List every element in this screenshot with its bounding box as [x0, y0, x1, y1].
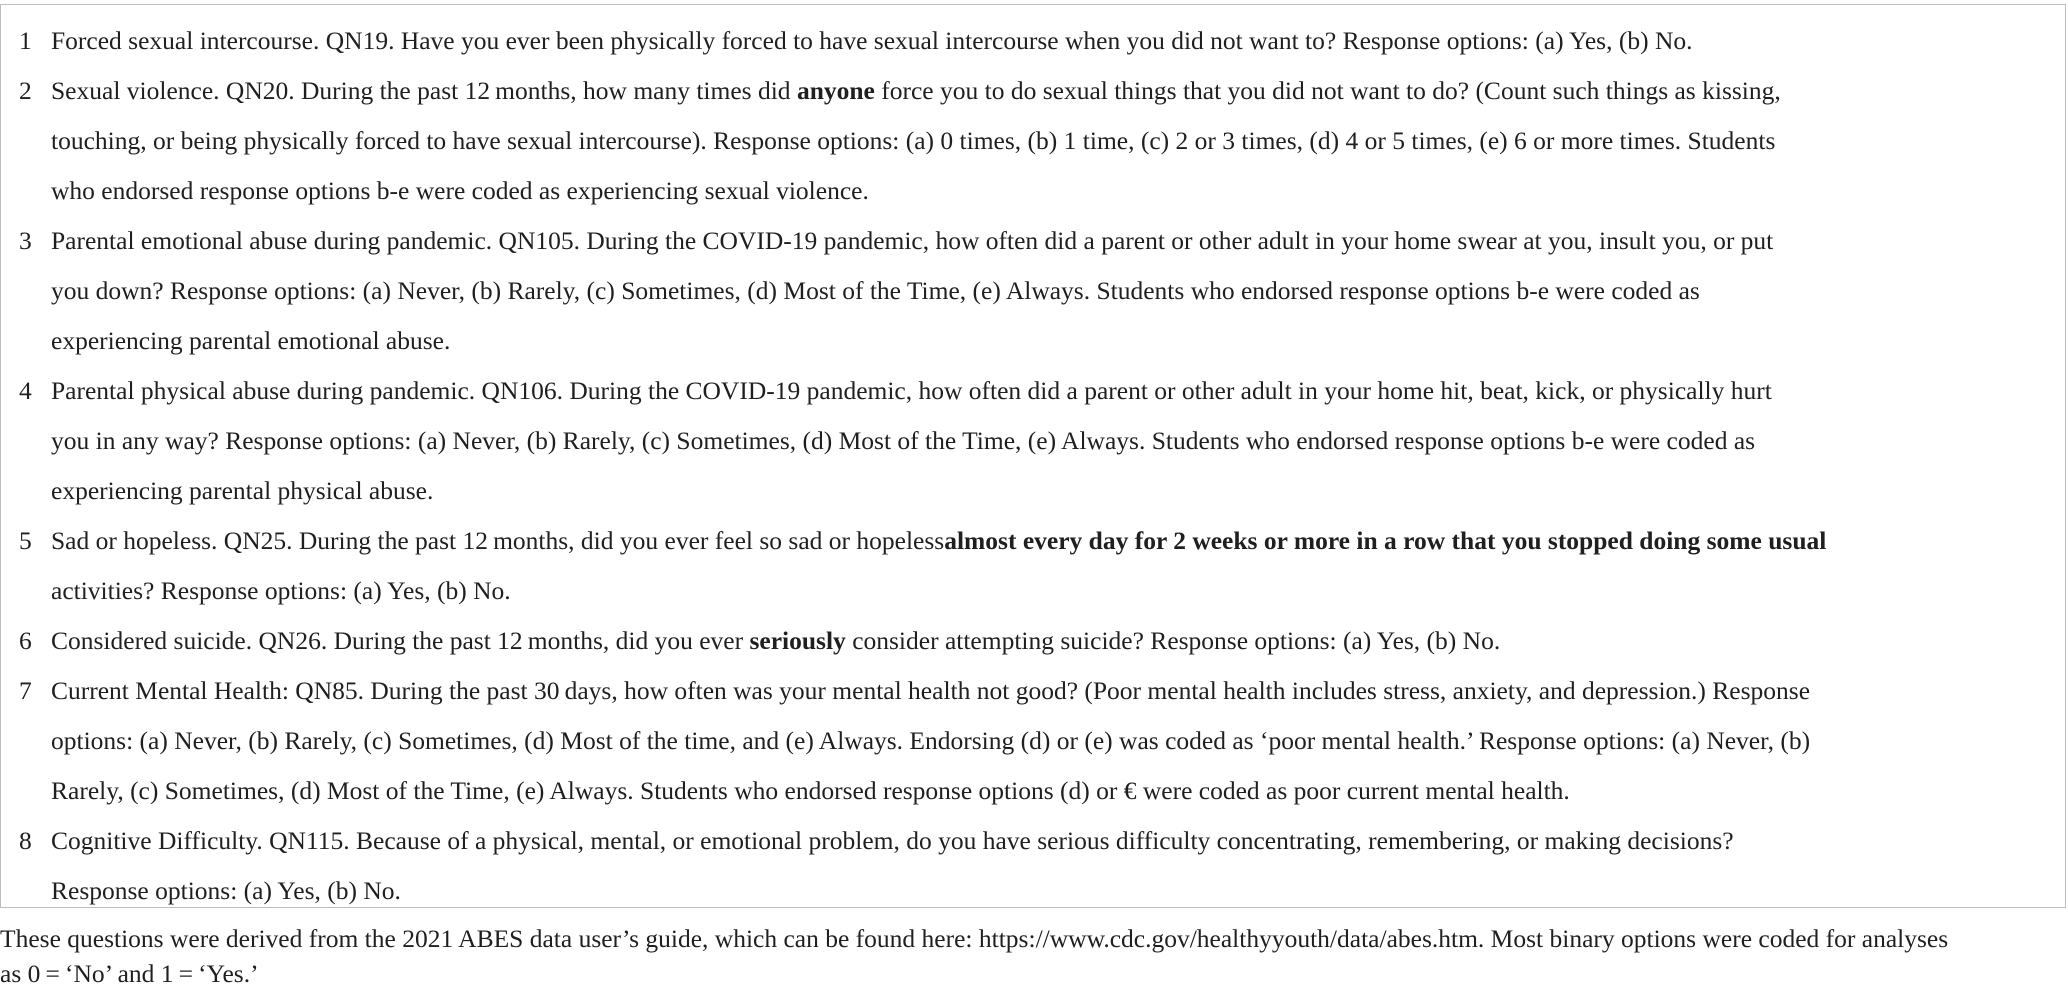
text-line: Response options: (a) Yes, (b) No. — [51, 876, 401, 905]
row-number: 4 — [19, 376, 32, 405]
emphasis-text: anyone — [796, 76, 875, 105]
row-number: 5 — [19, 526, 32, 555]
text-line: Considered suicide. QN26. During the past 12 months, did you ever seriously consider attempting suicide? Response options: (a) Yes, (b) No. — [51, 626, 1501, 655]
text-line: experiencing parental physical abuse. — [51, 476, 434, 505]
text-line: activities? Response options: (a) Yes, (b) No. — [51, 576, 511, 605]
row-number: 7 — [19, 676, 32, 705]
row-number: 3 — [19, 226, 32, 255]
text-line: Sexual violence. QN20. During the past 12 months, how many times did anyone force you to do sexual things that you did not want to do? (Count such things as kissing, — [51, 76, 1781, 105]
emphasis-text: almost every day for 2 weeks or more in a row that you stopped doing some usual — [944, 526, 1827, 555]
row-text — [51, 66, 2047, 216]
text-line: Forced sexual intercourse. QN19. Have you ever been physically forced to have sexual intercourse when you did not want to? Response options: (a) Yes, (b) No. — [51, 26, 1693, 55]
text-line: you in any way? Response options: (a) Never, (b) Rarely, (c) Sometimes, (d) Most of the Time, (e) Always. Students who endorsed response options b-e were coded as — [51, 426, 1756, 455]
text-line: touching, or being physically forced to have sexual intercourse). Response options: (a) 0 times, (b) 1 time, (c) 2 or 3 times, (d) 4 or 5 times, (e) 6 or more times. Students — [51, 126, 1776, 155]
footnote-line: These questions were derived from the 2021 ABES data user’s guide, which can be found here: https://www.cdc.gov/healthyyouth/data/abes.htm. Most binary options were coded for analyses — [0, 924, 1949, 953]
row-text — [51, 616, 2047, 666]
emphasis-text: seriously — [749, 626, 846, 655]
text-line: you down? Response options: (a) Never, (b) Rarely, (c) Sometimes, (d) Most of the Time, (e) Always. Students who endorsed response options b-e were coded as — [51, 276, 1700, 305]
row-number: 6 — [19, 626, 32, 655]
questions-table — [0, 4, 2066, 908]
text-line: Parental physical abuse during pandemic. QN106. During the COVID-19 pandemic, how often did a parent or other adult in your home hit, beat, kick, or physically hurt — [51, 376, 1772, 405]
row-text — [51, 516, 2047, 616]
table-footnote — [0, 921, 2060, 991]
text-line: Current Mental Health: QN85. During the past 30 days, how often was your mental health not good? (Poor mental health includes stress, anxiety, and depression.) Response — [51, 676, 1811, 705]
row-text — [51, 816, 2047, 916]
row-text — [51, 216, 2047, 366]
text-line: Cognitive Difficulty. QN115. Because of a physical, mental, or emotional problem, do you have serious difficulty concentrating, remembering, or making decisions? — [51, 826, 1734, 855]
row-text — [51, 366, 2047, 516]
text-line: options: (a) Never, (b) Rarely, (c) Sometimes, (d) Most of the time, and (e) Always. Endorsing (d) or (e) was coded as ‘poor mental health.’ Response options: (a) Never, (b) — [51, 726, 1811, 755]
row-number: 2 — [19, 76, 32, 105]
footnote-line: as 0 = ‘No’ and 1 = ‘Yes.’ — [0, 959, 259, 988]
text-line: experiencing parental emotional abuse. — [51, 326, 451, 355]
row-text — [51, 666, 2047, 816]
text-line: Parental emotional abuse during pandemic. QN105. During the COVID-19 pandemic, how often did a parent or other adult in your home swear at you, insult you, or put — [51, 226, 1774, 255]
text-line: who endorsed response options b-e were coded as experiencing sexual violence. — [51, 176, 869, 205]
row-number: 8 — [19, 826, 32, 855]
row-number: 1 — [19, 26, 32, 55]
row-text — [51, 16, 2047, 66]
text-line: Rarely, (c) Sometimes, (d) Most of the Time, (e) Always. Students who endorsed response options (d) or € were coded as poor current mental health. — [51, 776, 1570, 805]
text-line: Sad or hopeless. QN25. During the past 12 months, did you ever feel so sad or hopelessalmost every day for 2 weeks or more in a row that you stopped doing some usual — [51, 526, 1827, 555]
